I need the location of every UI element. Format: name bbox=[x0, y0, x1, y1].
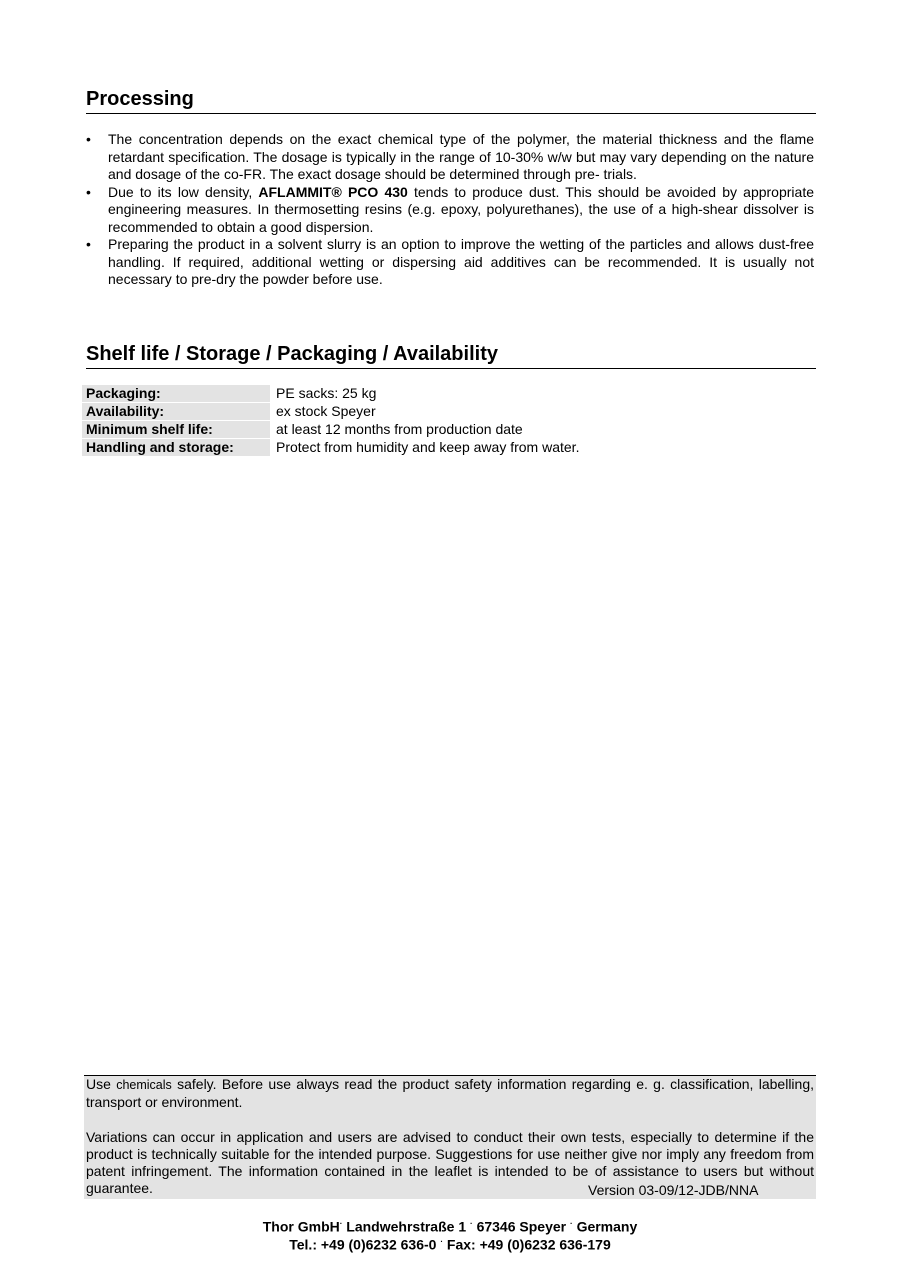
table-row bbox=[82, 403, 780, 420]
row-label: Availability: bbox=[82, 403, 270, 420]
row-label: Minimum shelf life: bbox=[82, 421, 270, 438]
street: Landwehrstraße 1 bbox=[346, 1218, 467, 1235]
version-label: Version 03-09/12-JDB/NNA bbox=[588, 1182, 759, 1198]
row-label: Packaging: bbox=[82, 385, 270, 402]
table-row bbox=[82, 385, 780, 402]
row-value: Protect from humidity and keep away from water. bbox=[276, 439, 580, 455]
product-name: AFLAMMIT® PCO 430 bbox=[258, 183, 408, 200]
phone: Tel.: +49 (0)6232 636-0 bbox=[289, 1236, 437, 1253]
processing-title: Processing bbox=[86, 87, 816, 114]
variations-note: Variations can occur in application and users are advised to conduct their own tests, especially to determine if the product is technically suitable for the intended purpose. Suggestions for use neither give nor imply any freedom from patent infringement. The information contained in the leaflet is intended to be of assistance to users but without guarantee. bbox=[86, 1128, 814, 1197]
storage-table bbox=[82, 384, 780, 457]
list-item: • The concentration depends on the exact chemical type of the polymer, the material thickness and the flame retardant specification. The dosage is typically in the range of 10-30% w/w but may vary depending on the nature and dosage of the co-FR. The exact dosage should be determined through pre- trials. bbox=[86, 131, 814, 182]
row-value: ex stock Speyer bbox=[276, 403, 376, 419]
fax: Fax: +49 (0)6232 636-179 bbox=[446, 1236, 611, 1253]
footer-contact: Tel.: +49 (0)6232 636-0 · Fax: +49 (0)6232 636-179 bbox=[289, 1236, 611, 1253]
bullet-icon: • bbox=[86, 236, 91, 252]
storage-title: Shelf life / Storage / Packaging / Availability bbox=[86, 342, 816, 369]
list-item: • Due to its low density, AFLAMMIT® PCO 430 tends to produce dust. This should be avoided by appropriate engineering measures. In thermosetting resins (e.g. epoxy, polyurethanes), the use of a high-shear dissolver is recommended to obtain a good dispersion. bbox=[86, 183, 814, 235]
row-value: PE sacks: 25 kg bbox=[276, 385, 377, 401]
disclaimer-box bbox=[84, 1075, 816, 1199]
table-row bbox=[82, 421, 780, 438]
processing-bullet-list bbox=[86, 131, 814, 289]
row-label: Handling and storage: bbox=[82, 439, 270, 456]
footer-address: Thor GmbH· Landwehrstraße 1 · 67346 Speyer · Germany bbox=[262, 1218, 638, 1235]
country: Germany bbox=[576, 1218, 638, 1235]
safety-note: Use chemicals safely. Before use always read the product safety information regarding e. g. classification, labelling, transport or environment. bbox=[86, 1076, 814, 1111]
table-row bbox=[82, 439, 780, 456]
row-value: at least 12 months from production date bbox=[276, 421, 523, 437]
company-name: Thor GmbH bbox=[262, 1218, 340, 1235]
bullet-icon: • bbox=[86, 131, 91, 147]
bullet-icon: • bbox=[86, 183, 91, 200]
list-item: • Preparing the product in a solvent slurry is an option to improve the wetting of the particles and allows dust-free handling. If required, additional wetting or dispersing aid additives can be recommended. It is usually not necessary to pre-dry the powder before use. bbox=[86, 236, 814, 287]
city: 67346 Speyer bbox=[476, 1218, 567, 1235]
